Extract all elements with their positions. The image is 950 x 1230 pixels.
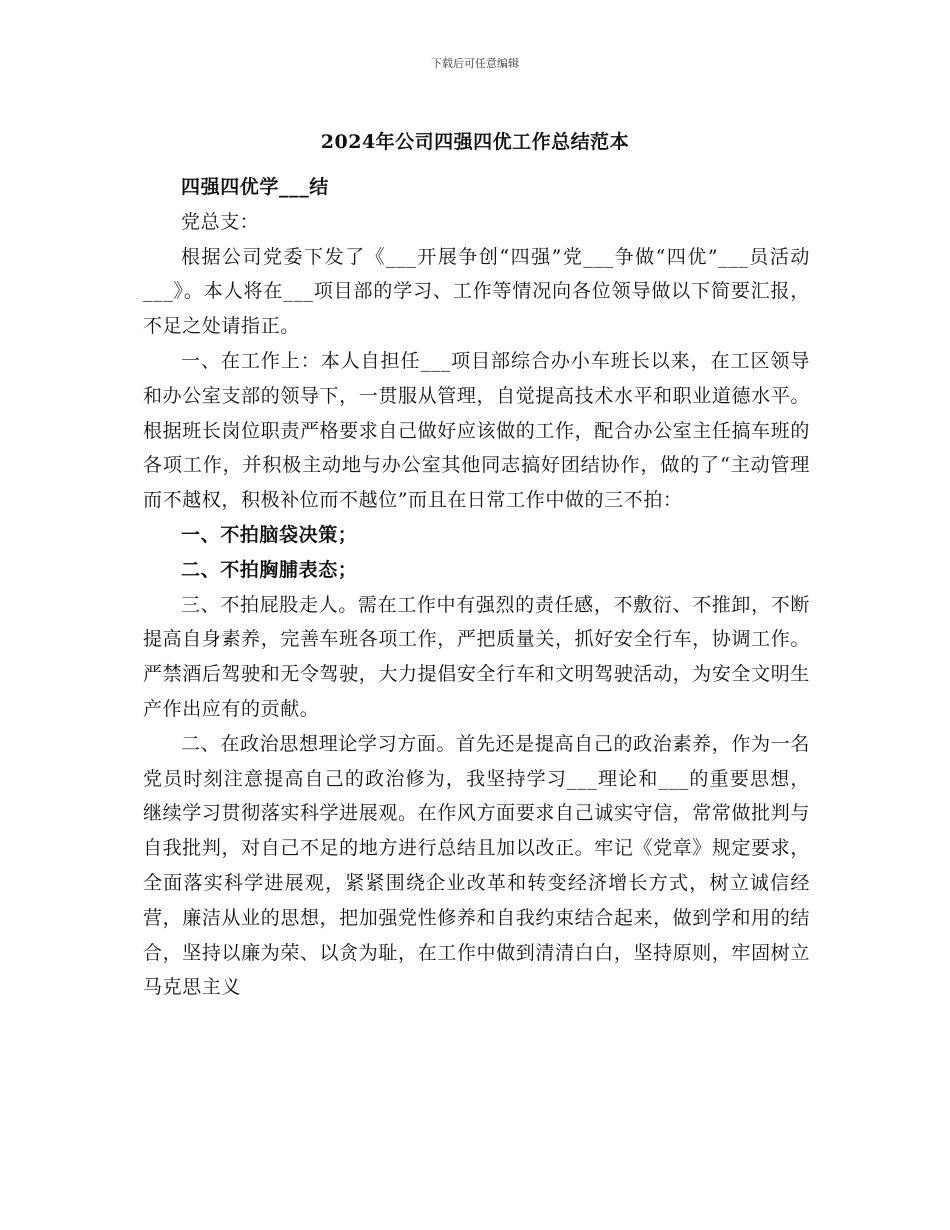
paragraph: 三、不拍屁股走人。需在工作中有强烈的责任感，不敷衍、不推卸，不断提高自身素养，完善车班各项工作，严把质量关，抓好安全行车，协调工作。严禁酒后驾驶和无令驾驶，大力提倡安全行车和文明驾驶活动，为安全文明生产作出应有的贡献。 bbox=[143, 593, 810, 720]
document-body bbox=[143, 170, 810, 1005]
salutation: 党总支： bbox=[181, 210, 260, 233]
paragraph: 一、在工作上：本人自担任___项目部综合办小车班长以来，在工区领导和办公室支部的领导下，一贯服从管理，自觉提高技术水平和职业道德水平。根据班长岗位职责严格要求自己做好应该做的工作，配合办公室主任搞车班的各项工作，并积极主动地与办公室其他同志搞好团结协作，做的了“主动管理而不越权，积极补位而不越位”而且在日常工作中做的三不拍： bbox=[143, 349, 810, 512]
document-title: 2024年公司四强四优工作总结范本 bbox=[320, 131, 630, 153]
header-note: 下载后可任意编辑 bbox=[431, 57, 519, 70]
paragraph: 二、在政治思想理论学习方面。首先还是提高自己的政治素养，作为一名党员时刻注意提高自己的政治修为，我坚持学习___理论和___的重要思想，继续学习贯彻落实科学进展观。在作风方面要求自己诚实守信，常常做批判与自我批判，对自己不足的地方进行总结且加以改正。牢记《党章》规定要求，全面落实科学进展观，紧紧围绕企业改革和转变经济增长方式，树立诚信经营，廉洁从业的思想，把加强党性修养和自我约束结合起来，做到学和用的结合，坚持以廉为荣、以贪为耻，在工作中做到清清白白，坚持原则，牢固树立马克思主义 bbox=[143, 732, 810, 999]
paragraph: 根据公司党委下发了《___开展争创“四强”党___争做“四优”___员活动___》。本人将在___项目部的学习、工作等情况向各位领导做以下简要汇报，不足之处请指正。 bbox=[143, 245, 810, 338]
list-item: 一、不拍脑袋决策； bbox=[181, 523, 358, 546]
list-item: 二、不拍胸脯表态； bbox=[181, 558, 358, 581]
section-heading: 四强四优学___结 bbox=[181, 176, 329, 198]
